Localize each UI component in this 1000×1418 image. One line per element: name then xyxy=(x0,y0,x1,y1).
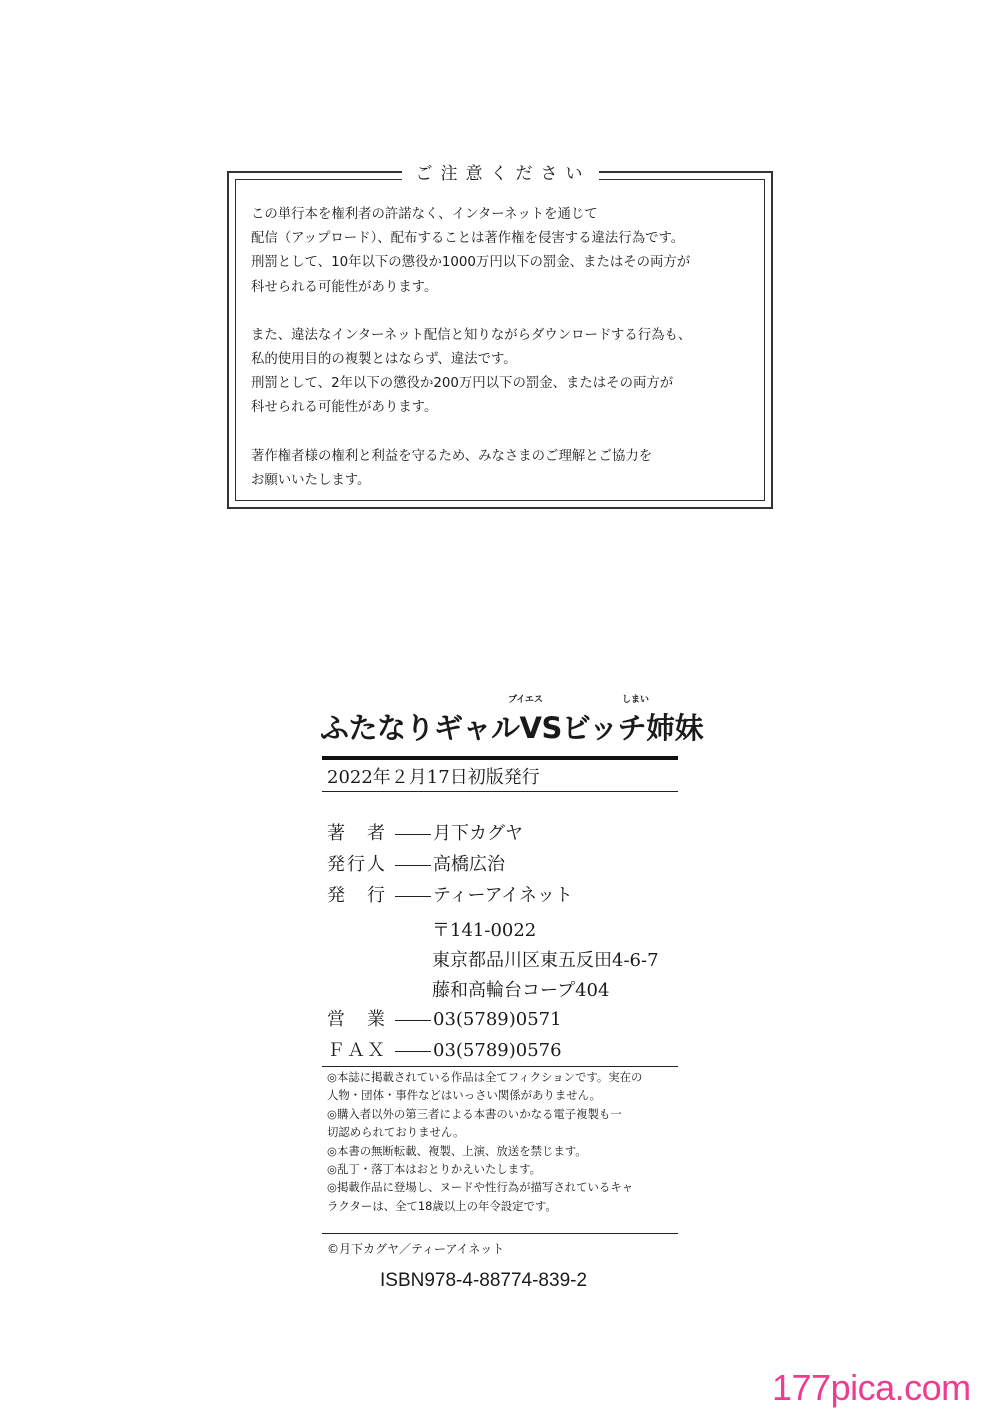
notice-box xyxy=(227,164,773,509)
credit-dash xyxy=(395,865,431,866)
title-ruby-vs: ブイエス xyxy=(508,695,543,705)
book-title: ふたなりギャルVSビッチ姉妹 xyxy=(320,711,704,745)
credit-publisher: 発 行 ティーアイネット xyxy=(327,885,573,906)
copyright: ©月下カグヤ／ティーアイネット xyxy=(327,1242,505,1256)
title-ruby-shimai: しまい xyxy=(622,695,650,705)
address-building: 藤和高輪台コープ404 xyxy=(432,980,610,1001)
isbn: ISBN978-4-88774-839-2 xyxy=(380,1270,588,1291)
contact-fax: ＦＡＸ 03(5789)0576 xyxy=(327,1040,562,1061)
notice-paragraph-2: また、違法なインターネット配信と知りながらダウンロードする行為も、 私的使用目的の複製とはならず、違法です。 刑罰として、2年以下の懲役か200万円以下の罰金、またはその両方が 科せられる可能性があります。 xyxy=(251,327,692,416)
credit-author: 著 者 月下カグヤ xyxy=(327,823,523,844)
notice-title: ご注意ください xyxy=(229,159,771,184)
contacts-rule xyxy=(322,1066,678,1067)
credit-dash xyxy=(395,1051,431,1052)
notice-paragraph-3: 著作権者様の権利と利益を守るため、みなさまのご理解とご協力を お願いいたします。 xyxy=(251,448,653,488)
edition-rule xyxy=(322,791,678,792)
notice-text xyxy=(251,203,761,517)
edition-date: 2022年２月17日初版発行 xyxy=(327,767,540,788)
address-postal: 〒141-0022 xyxy=(432,920,537,941)
notes-rule xyxy=(322,1233,678,1234)
credit-dash xyxy=(395,1020,431,1021)
credit-dash xyxy=(395,896,431,897)
legal-notes: ◎本誌に掲載されている作品は全てフィクションです。実在の 人物・団体・事件などはいっさい関係がありません。 ◎購入者以外の第三者による本書のいかなる電子複製も一 切認められておりません。 ◎本書の無断転載、複製、上演、放送を禁じます。 ◎乱丁・落丁本はおとりかえいたします。 ◎掲載作品に登場し、ヌードや性行為が描写されているキャ ラクターは、全て18歳以上の年令設定です。 xyxy=(327,1070,643,1213)
title-rule xyxy=(322,756,678,760)
watermark: 177pica.com xyxy=(772,1367,971,1408)
credit-publisher-person: 発行人 高橋広治 xyxy=(327,854,505,875)
credit-dash xyxy=(395,834,431,835)
contact-sales: 営 業 03(5789)0571 xyxy=(327,1009,562,1030)
address-street: 東京都品川区東五反田4-6-7 xyxy=(432,950,659,971)
notice-paragraph-1: この単行本を権利者の許諾なく、インターネットを通じて 配信（アップロード）、配布することは著作権を侵害する違法行為です。 刑罰として、10年以下の懲役か1000万円以下の罰金、またはその両方が 科せられる可能性があります。 xyxy=(251,207,691,295)
